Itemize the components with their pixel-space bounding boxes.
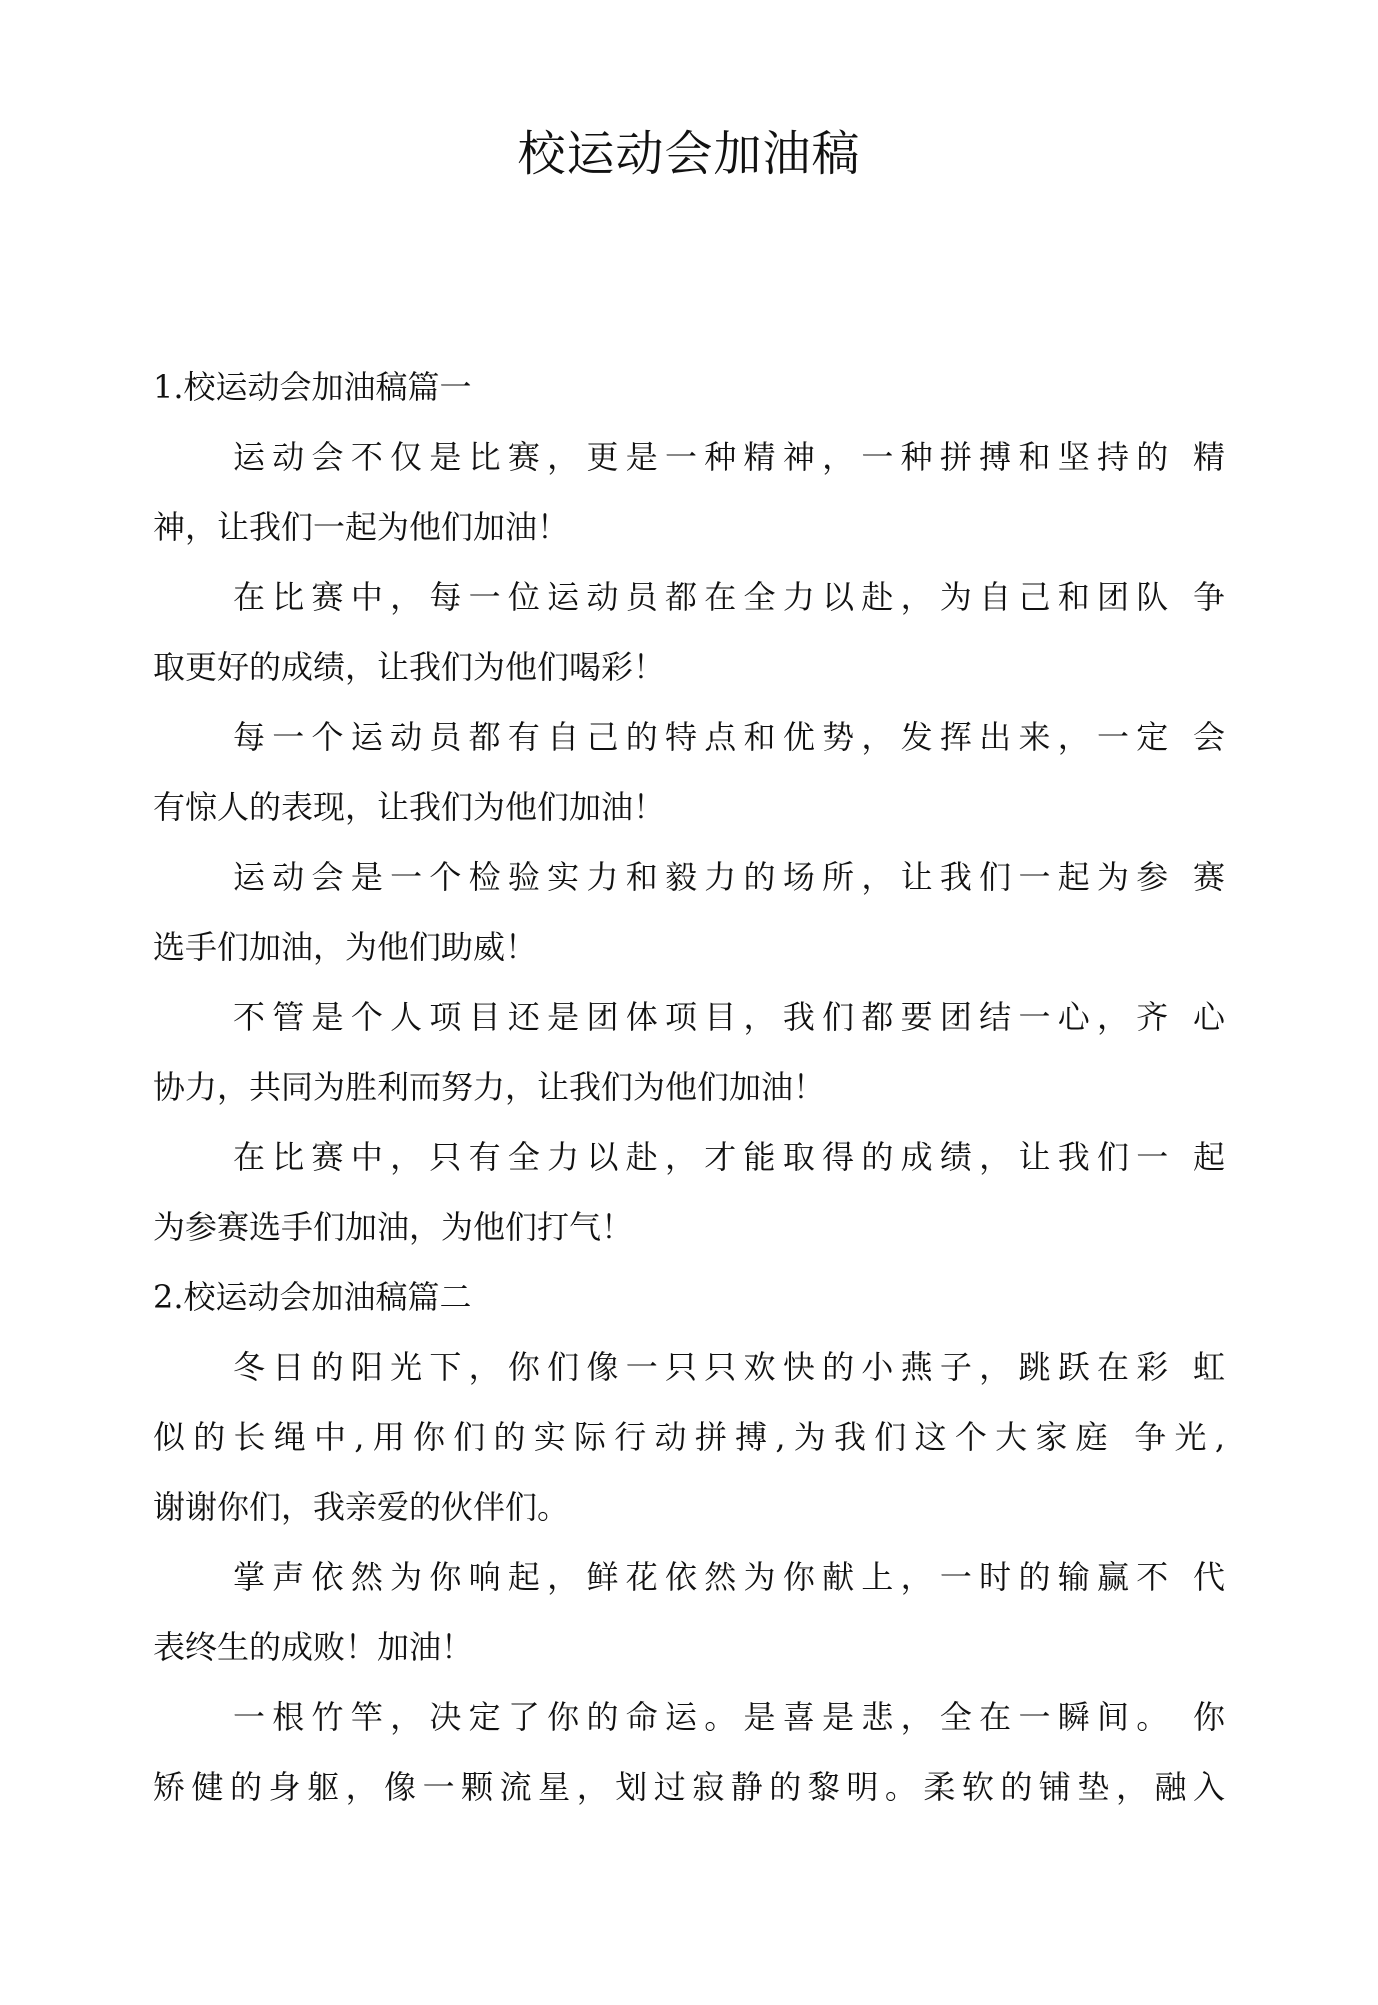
paragraph <box>153 1682 1225 1822</box>
paragraph <box>153 1542 1225 1682</box>
paragraph-line: 似的长绳中,用你们的实际行动拼搏,为我们这个大家庭 争光, <box>153 1418 1225 1456</box>
paragraph-line: 运动会不仅是比赛，更是一种精神，一种拼搏和坚持的 精 <box>233 438 1225 476</box>
paragraph-line: 为参赛选手们加油，为他们打气！ <box>153 1208 634 1246</box>
paragraph-line: 选手们加油，为他们助威！ <box>153 928 538 966</box>
paragraph-line: 谢谢你们，我亲爱的伙伴们。 <box>153 1488 570 1526</box>
paragraph <box>153 1122 1225 1262</box>
paragraph-line: 掌声依然为你响起，鲜花依然为你献上，一时的输赢不 代 <box>233 1558 1225 1596</box>
paragraph <box>153 982 1225 1122</box>
section-1 <box>153 352 1225 1262</box>
paragraph-line: 在比赛中，每一位运动员都在全力以赴，为自己和团队 争 <box>233 578 1225 616</box>
paragraph-line: 神，让我们一起为他们加油！ <box>153 508 570 546</box>
paragraph-line: 不管是个人项目还是团体项目，我们都要团结一心，齐 心 <box>233 998 1225 1036</box>
document-title: 校运动会加油稿 <box>517 126 861 182</box>
paragraph-line: 矫健的身躯，像一颗流星，划过寂静的黎明。柔软的铺垫，融入 <box>153 1768 1225 1806</box>
paragraph <box>153 422 1225 562</box>
paragraph-line: 有惊人的表现，让我们为他们加油！ <box>153 788 666 826</box>
paragraph-line: 一根竹竿，决定了你的命运。是喜是悲，全在一瞬间。 你 <box>233 1698 1225 1736</box>
paragraph-line: 取更好的成绩，让我们为他们喝彩！ <box>153 648 666 686</box>
paragraph <box>153 842 1225 982</box>
paragraph-line: 运动会是一个检验实力和毅力的场所，让我们一起为参 赛 <box>233 858 1225 896</box>
section-heading: 1.校运动会加油稿篇一 <box>153 368 472 406</box>
paragraph-line: 协力，共同为胜利而努力，让我们为他们加油！ <box>153 1068 826 1106</box>
paragraph-line: 冬日的阳光下，你们像一只只欢快的小燕子，跳跃在彩 虹 <box>233 1348 1225 1386</box>
paragraph-line: 在比赛中，只有全力以赴，才能取得的成绩，让我们一 起 <box>233 1138 1225 1176</box>
document-body <box>153 352 1225 1822</box>
paragraph <box>153 562 1225 702</box>
section-2 <box>153 1262 1225 1822</box>
paragraph-line: 表终生的成败！加油！ <box>153 1628 474 1666</box>
paragraph <box>153 702 1225 842</box>
section-heading: 2.校运动会加油稿篇二 <box>153 1278 472 1316</box>
paragraph-line: 每一个运动员都有自己的特点和优势，发挥出来，一定 会 <box>233 718 1225 756</box>
paragraph <box>153 1332 1225 1542</box>
